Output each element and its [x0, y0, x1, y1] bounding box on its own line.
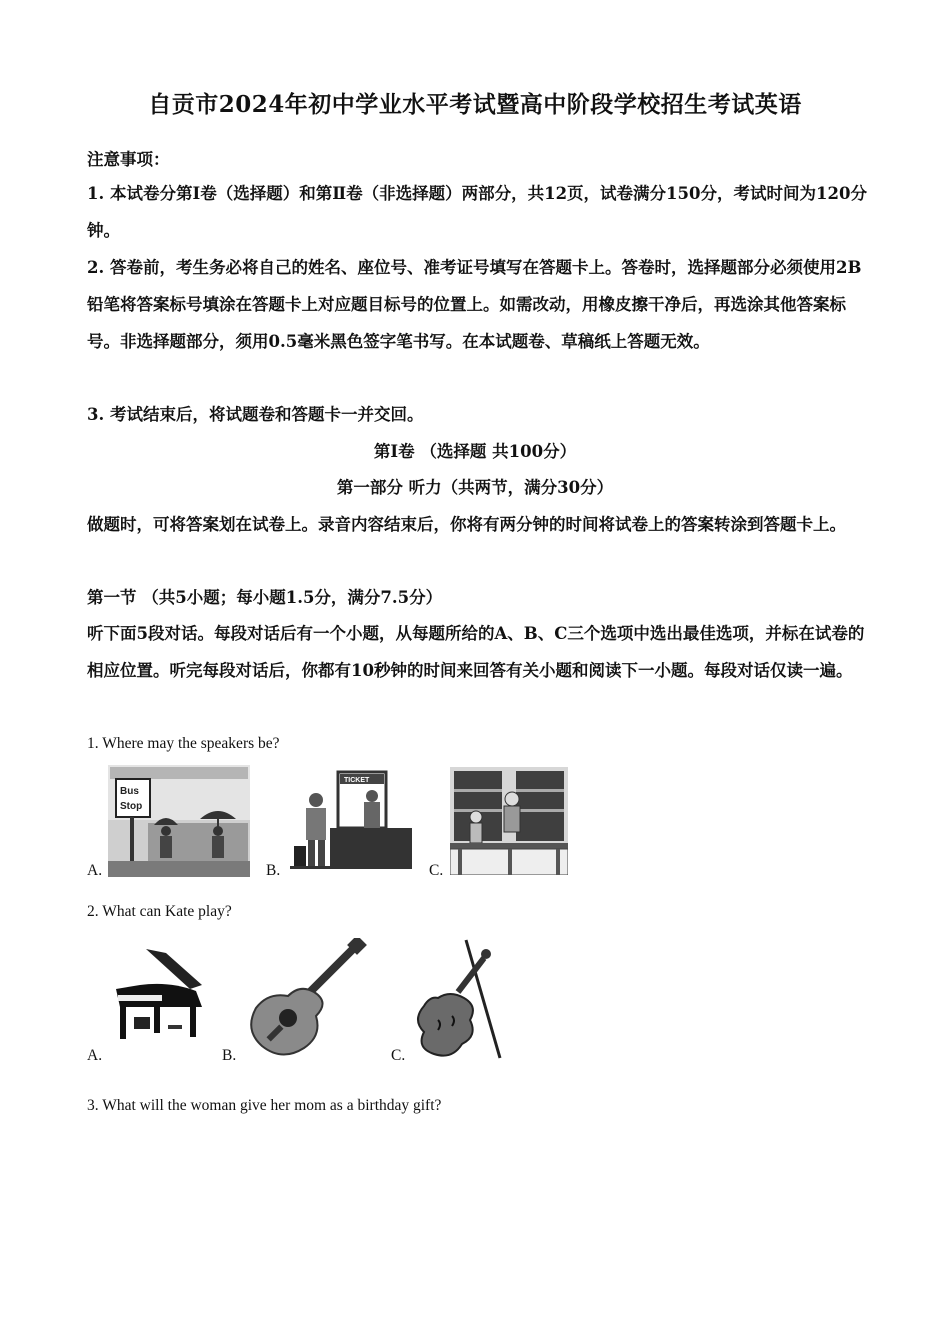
notice-heading: 注意事项：	[87, 150, 170, 169]
piano-picture	[110, 945, 210, 1045]
q2-option-a-label: A.	[87, 1047, 103, 1064]
question-1-text: 1. Where may the speakers be?	[87, 735, 280, 752]
page-title: 自贡市2024年初中学业水平考试暨高中阶段学校招生考试英语	[148, 91, 802, 118]
violin-picture	[408, 936, 508, 1062]
question-3-text: 3. What will the woman give her mom as a birthday gift?	[87, 1097, 442, 1114]
notice-3: 3. 考试结束后，将试题卷和答题卡一并交回。	[87, 405, 424, 424]
q2-option-b-label: B.	[222, 1047, 237, 1064]
section-instruction: 听下面5段对话。每段对话后有一个小题，从每题所给的A、B、C三个选项中选出最佳选项，并标在试卷的相应位置。听完每段对话后，你都有10秒钟的时间来回答有关小题和阅读下一小题。每段对话仅读一遍。	[87, 624, 865, 680]
guitar-picture	[242, 938, 368, 1062]
part-title: 第一部分 听力（共两节，满分30分）	[336, 478, 614, 497]
notice-1: 1. 本试卷分第Ⅰ卷（选择题）和第Ⅱ卷（非选择题）两部分，共12页，试卷满分150分，考试时间为120分钟。	[87, 184, 867, 240]
question-2-text: 2. What can Kate play?	[87, 903, 232, 920]
bus-stop-sign-line-1: Bus	[120, 786, 139, 797]
bus-stop-sign-line-2: Stop	[120, 801, 143, 812]
bus-stop-picture	[108, 765, 250, 877]
q1-option-a-label: A.	[87, 862, 103, 879]
ticket-office-picture	[290, 770, 412, 870]
part-instruction: 做题时，可将答案划在试卷上。录音内容结束后，你将有两分钟的时间将试卷上的答案转涂到答题卡上。	[87, 515, 846, 534]
volume-title: 第Ⅰ卷 （选择题 共100分）	[373, 442, 577, 461]
q1-option-c-label: C.	[429, 862, 444, 879]
q2-option-c-label: C.	[391, 1047, 406, 1064]
q1-option-b-label: B.	[266, 862, 281, 879]
notice-2: 2. 答卷前，考生务必将自己的姓名、座位号、准考证号填写在答题卡上。答卷时，选择题部分必须使用2B铅笔将答案标号填涂在答题卡上对应题目标号的位置上。如需改动，用橡皮擦干净后，再选涂其他答案标号。非选择题部分，须用0.5毫米黑色签字笔书写。在本试题卷、草稿纸上答题无效。	[87, 258, 862, 351]
library-picture	[450, 767, 568, 875]
ticket-sign: TICKET	[344, 777, 370, 784]
section-title: 第一节 （共5小题；每小题1.5分，满分7.5分）	[87, 588, 443, 607]
